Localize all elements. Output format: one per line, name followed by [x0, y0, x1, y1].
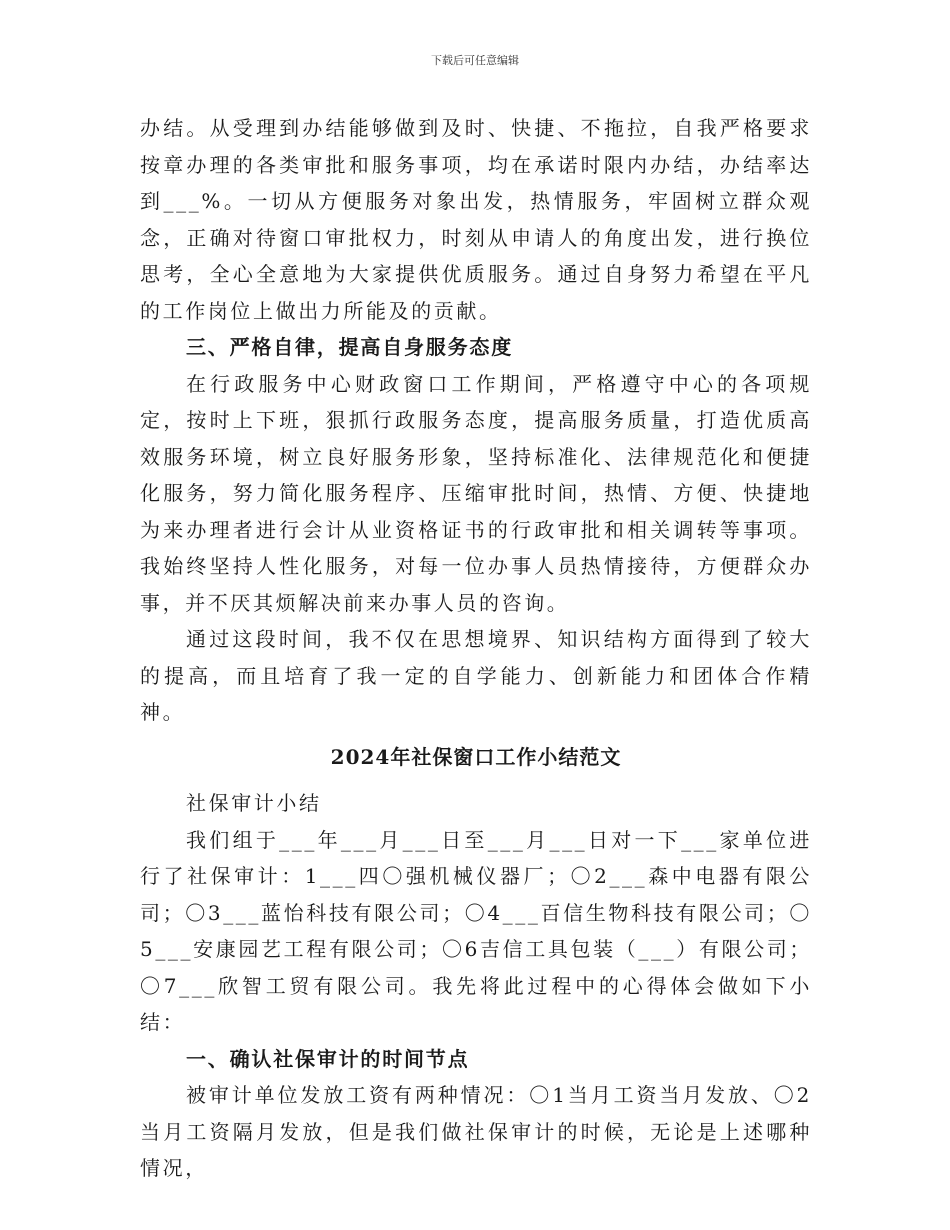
document-body: [140, 110, 812, 1187]
paragraph: 通过这段时间，我不仅在思想境界、知识结构方面得到了较大的提高，而且培育了我一定的自学能力、创新能力和团体合作精神。: [140, 627, 812, 724]
header-note: 下载后可任意编辑: [431, 54, 519, 67]
section-heading: 一、确认社保审计的时间节点: [186, 1046, 470, 1071]
subtitle: 社保审计小结: [186, 791, 322, 815]
paragraph: 被审计单位发放工资有两种情况：〇1当月工资当月发放、〇2当月工资隔月发放，但是我们做社保审计的时候，无论是上述哪种情况，: [140, 1083, 812, 1180]
paragraph: 在行政服务中心财政窗口工作期间，严格遵守中心的各项规定，按时上下班，狠抓行政服务态度，提高服务质量，打造优质高效服务环境，树立良好服务形象，坚持标准化、法律规范化和便捷化服务，努力简化服务程序、压缩审批时间，热情、方便、快捷地为来办理者进行会计从业资格证书的行政审批和相关调转等事项。我始终坚持人性化服务，对每一位办事人员热情接待，方便群众办事，并不厌其烦解决前来办事人员的咨询。: [140, 371, 812, 615]
paragraph: 办结。从受理到办结能够做到及时、快捷、不拖拉，自我严格要求按章办理的各类审批和服务事项，均在承诺时限内办结，办结率达到___%。一切从方便服务对象出发，热情服务，牢固树立群众观念，正确对待窗口审批权力，时刻从申请人的角度出发，进行换位思考，全心全意地为大家提供优质服务。通过自身努力希望在平凡的工作岗位上做出力所能及的贡献。: [140, 116, 812, 323]
document-title: 2024年社保窗口工作小结范文: [330, 744, 622, 769]
paragraph: 我们组于___年___月___日至___月___日对一下___家单位进行了社保审计：1___四〇强机械仪器厂；〇2___森中电器有限公司；〇3___蓝怡科技有限公司；〇4___百信生物科技有限公司；〇5___安康园艺工程有限公司；〇6吉信工具包装（___）有限公司；〇7___欣智工贸有限公司。我先将此过程中的心得体会做如下小结：: [140, 827, 812, 1034]
section-heading: 三、严格自律，提高自身服务态度: [186, 335, 513, 359]
